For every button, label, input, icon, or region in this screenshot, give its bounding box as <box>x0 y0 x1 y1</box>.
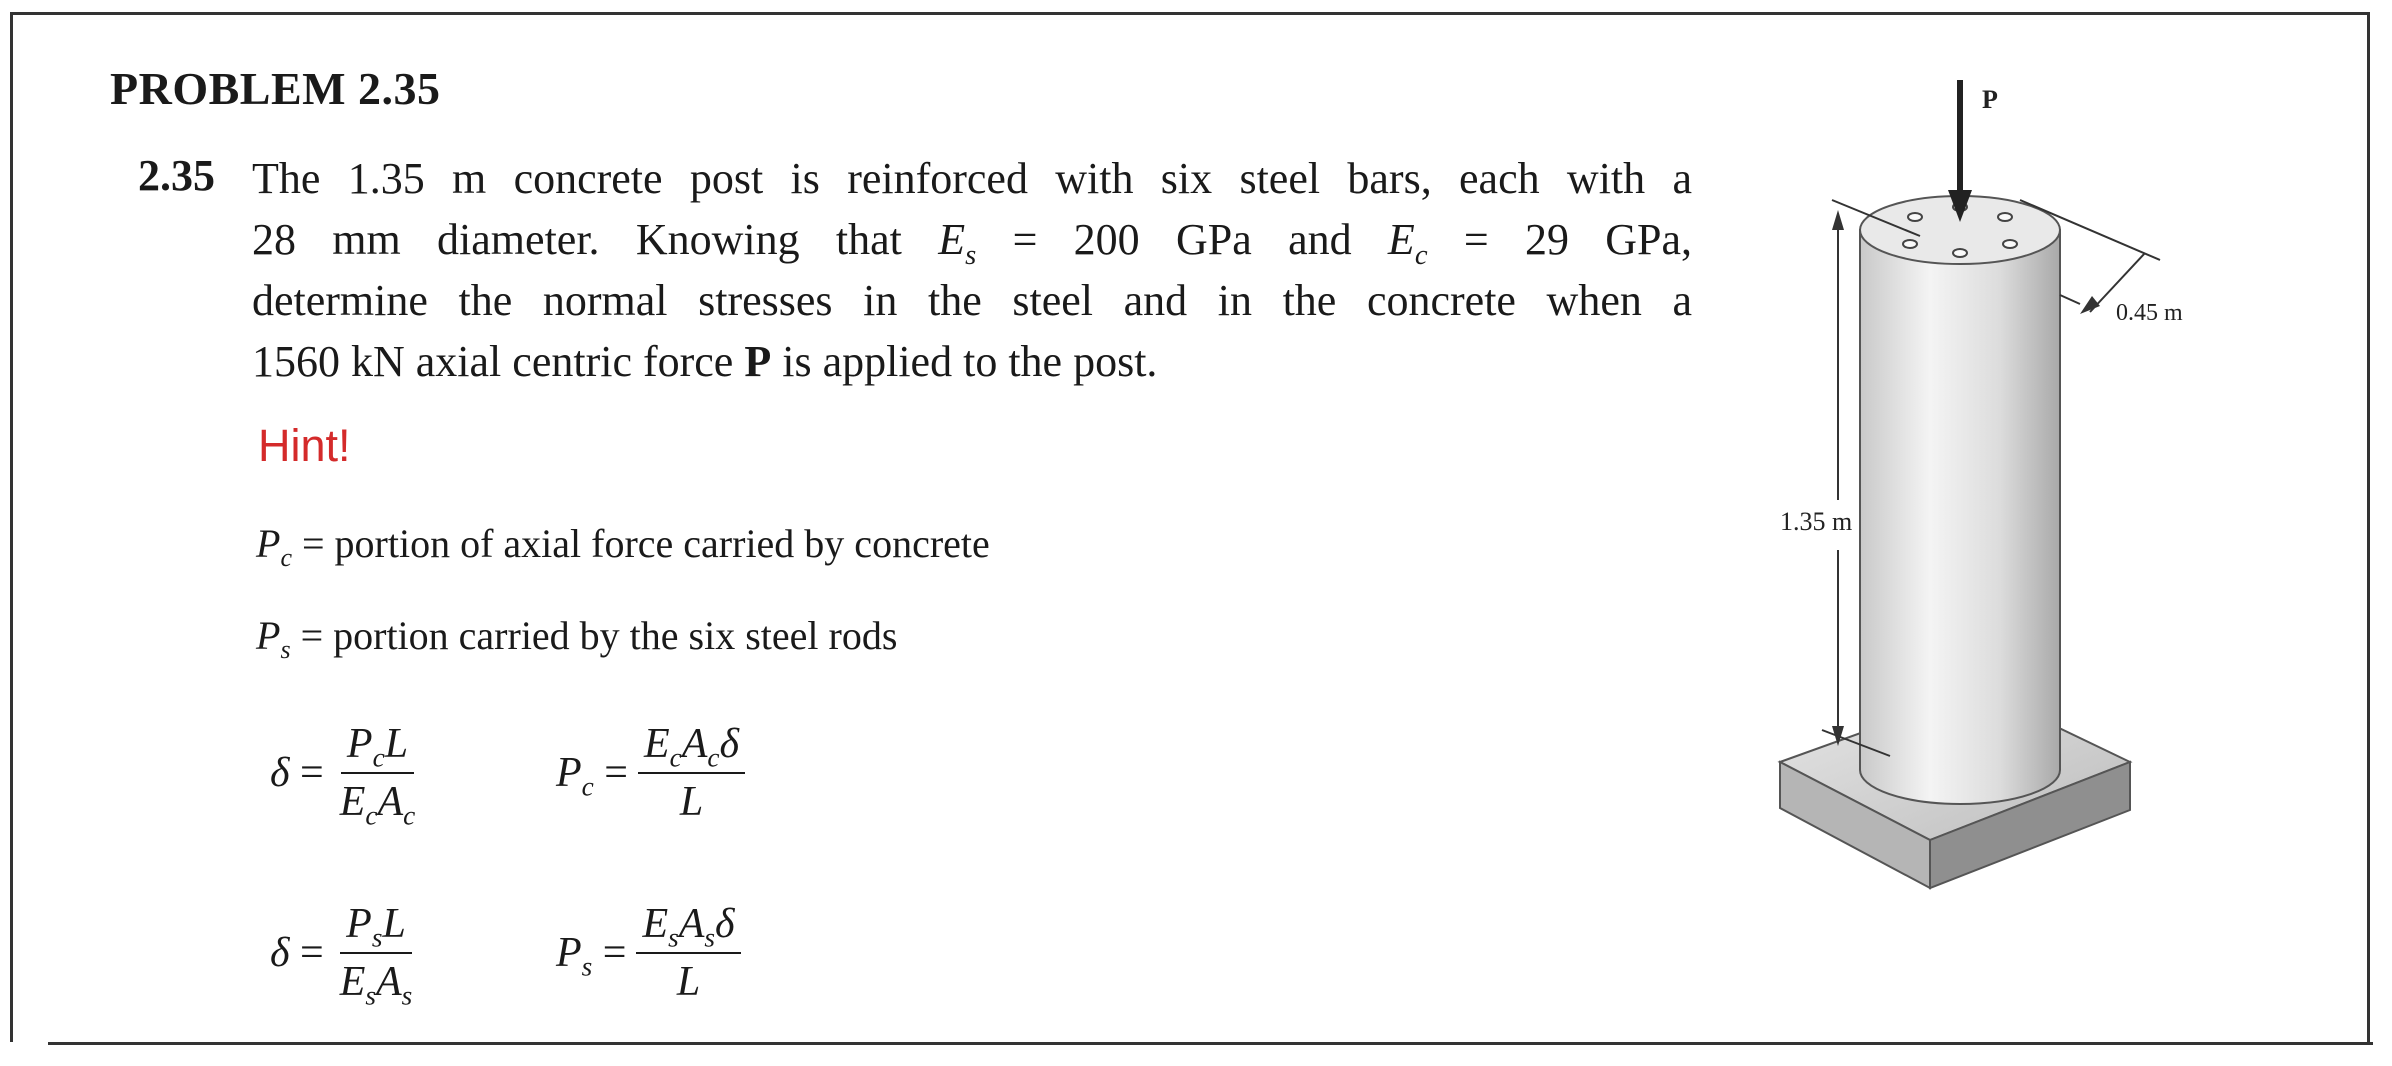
formula-pc: $P_c$ = $\frac{E_cA_c\delta}{L}$ <box>556 720 745 826</box>
load-label: P <box>1982 85 1998 114</box>
es-symbol: $E_s$ <box>938 215 977 271</box>
statement-line-4: 1560 kN axial centric force P is applied to the post. <box>252 337 1158 386</box>
diameter-label: 0.45 m <box>2116 300 2183 326</box>
bottom-rule <box>48 1042 2373 1045</box>
definition-pc: $P_c$ = portion of axial force carried by concrete <box>256 521 990 573</box>
hint-label: Hint! <box>258 420 351 471</box>
fraction: $\frac{P_sL}{E_sA_s}$ <box>339 901 413 1011</box>
formula-delta-concrete: δ = $\frac{P_cL}{E_cA_c}$ <box>270 720 421 826</box>
definition-ps: $P_s$ = portion carried by the six steel rods <box>256 613 898 665</box>
statement-line-1: The 1.35 m concrete post is reinforced with six steel bars, each with a <box>252 154 1692 203</box>
statement-line-3: determine the normal stresses in the steel and in the concrete when a <box>252 276 1692 325</box>
ec-symbol: $E_c$ <box>1387 215 1428 271</box>
formula-ps: $P_s$ = $\frac{E_sA_s\delta}{L}$ <box>556 900 741 1006</box>
formula-delta-steel: δ = $\frac{P_sL}{E_sA_s}$ <box>270 900 418 1006</box>
fraction: $\frac{E_cA_c\delta}{L}$ <box>638 720 745 826</box>
fraction: $\frac{E_sA_s\delta}{L}$ <box>636 900 740 1006</box>
fraction: $\frac{P_cL}{E_cA_c}$ <box>339 721 416 831</box>
problem-number: 2.35 <box>138 151 215 200</box>
force-symbol: P <box>744 337 772 386</box>
concrete-column <box>1860 196 2060 804</box>
statement-line-2: 28 mm diameter. Knowing that $E_s = 200$ GPa and $E_c = 29$ GPa, <box>252 215 1693 271</box>
post-figure <box>1720 50 2240 920</box>
problem-title: PROBLEM 2.35 <box>110 63 441 114</box>
problem-statement <box>252 148 1692 392</box>
height-label: 1.35 m <box>1780 507 1853 536</box>
